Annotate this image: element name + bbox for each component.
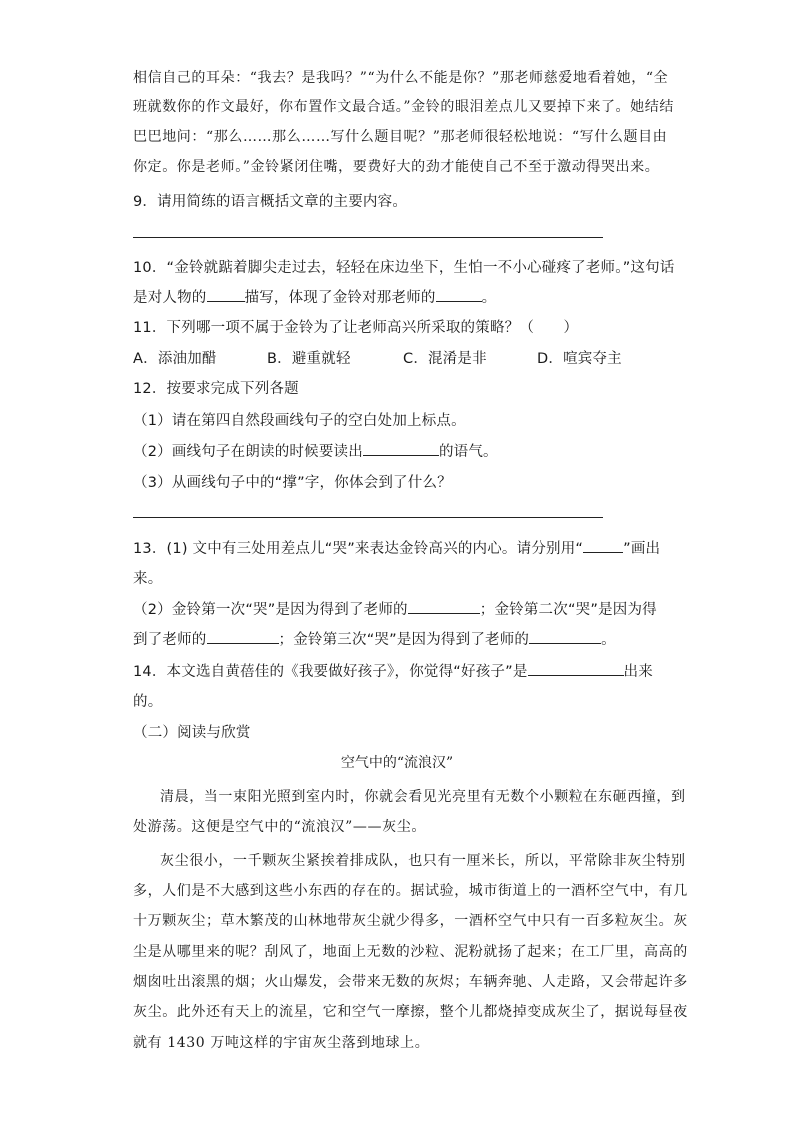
question-14-line2: 的。 — [133, 694, 163, 710]
section-heading: （二）阅读与欣赏 — [133, 725, 251, 741]
q13-text-a: 13．(1) 文中有三处用差点儿“哭”来表达金铃高兴的内心。请分别用“ — [133, 541, 584, 557]
question-11: 11．下列哪一项不属于金铃为了让老师高兴所采取的策略？（ ） — [133, 320, 579, 336]
q10-text-c: 。 — [481, 290, 497, 306]
passage-line: 灰尘很小，一千颗灰尘紧挨着排成队，也只有一厘米长，所以，平常除非灰尘特别 — [160, 853, 686, 869]
q12-sub1: （1）请在第四自然段画线句子的空白处加上标点。 — [133, 413, 466, 429]
q12-sub2-text-a: （2）画线句子在朗读的时候要读出 — [133, 444, 363, 460]
q11-option-c[interactable]: C．混淆是非 — [403, 351, 487, 367]
q10-blank-2[interactable] — [436, 287, 482, 302]
q13-blank-2[interactable] — [207, 629, 279, 644]
question-10-line1: 10．“金铃就踮着脚尖走过去，轻轻在床边坐下，生怕一不小心碰疼了老师。”这句话 — [133, 260, 675, 276]
q13-text-b: ”画出 — [623, 541, 661, 557]
q14-text-b: 出来 — [623, 664, 653, 680]
answer-line-q9[interactable] — [133, 237, 603, 238]
story-line: 你定。你是老师。”金铃紧闭住嘴，要费好大的劲才能使自己不至于激动得哭出来。 — [133, 159, 660, 175]
q12-sub3: （3）从画线句子中的“撑”字，你体会到了什么？ — [133, 475, 452, 491]
question-12: 12．按要求完成下列各题 — [133, 381, 299, 397]
q13-text-e: 到了老师的 — [133, 632, 207, 648]
q14-text-a: 14．本文选自黄蓓佳的《我要做好孩子》，你觉得“好孩子”是 — [133, 664, 528, 680]
q11-option-a[interactable]: A．添油加醋 — [133, 351, 217, 367]
answer-line-q12[interactable] — [133, 517, 603, 518]
question-14-line1 — [133, 660, 653, 681]
q13-text-f: ；金铃第三次“哭”是因为得到了老师的 — [278, 632, 530, 648]
q12-sub2-blank[interactable] — [363, 441, 439, 456]
q14-blank[interactable] — [528, 661, 624, 676]
q11-option-d[interactable]: D．喧宾夺主 — [537, 351, 622, 367]
story-line: 相信自己的耳朵：“我去？是我吗？”“为什么不能是你？”那老师慈爱地看着她，“全 — [133, 70, 669, 86]
question-9: 9．请用简练的语言概括文章的主要内容。 — [133, 194, 408, 210]
story-line: 班就数你的作文最好，你布置作文最合适。”金铃的眼泪差点儿又要掉下来了。她结结 — [133, 99, 674, 115]
q13-text-c: （2）金铃第一次“哭”是因为得到了老师的 — [133, 602, 408, 618]
q13-blank-1[interactable] — [408, 599, 480, 614]
q13-blank-3[interactable] — [529, 629, 601, 644]
passage-line: 多，人们是不大感到这些小东西的存在的。据试验，城市街道上的一酒杯空气中，有几 — [133, 883, 688, 899]
passage-line: 清晨，当一束阳光照到室内时，你就会看见光亮里有无数个小颗粒在东砸西撞，到 — [160, 789, 686, 805]
q13-text-d: ；金铃第二次“哭”是因为得 — [479, 602, 657, 618]
q13-mark-blank[interactable] — [583, 538, 623, 553]
q10-blank-1[interactable] — [207, 287, 245, 302]
q12-sub2 — [133, 440, 498, 461]
question-13-line1 — [133, 537, 660, 558]
passage-line: 烟囱吐出滚黑的烟；火山爆发，会带来无数的灰烬；车辆奔驰、人走路，又会带起许多 — [133, 974, 688, 990]
passage-line: 十万颗灰尘；草木繁茂的山林地带灰尘就少得多，一酒杯空气中只有一百多粒灰尘。灰 — [133, 913, 688, 929]
passage-line: 灰尘。此外还有天上的流星，它和空气一摩擦，整个儿都烧掉变成灰尘了，据说每昼夜 — [133, 1004, 688, 1020]
q11-option-b[interactable]: B．避重就轻 — [267, 351, 351, 367]
question-13-line3 — [133, 598, 657, 619]
story-line: 巴巴地问：“那么……那么……写什么题目呢？”那老师很轻松地说：“写什么题目由 — [133, 129, 668, 145]
question-13-line4 — [133, 628, 616, 649]
q10-text-a: 是对人物的 — [133, 290, 207, 306]
passage-line: 处游荡。这便是空气中的“流浪汉”——灰尘。 — [133, 819, 426, 835]
q13-text-g: 。 — [601, 632, 616, 648]
passage-title: 空气中的“流浪汉” — [340, 755, 454, 771]
passage-line: 就有 1430 万吨这样的宇宙灰尘落到地球上。 — [133, 1035, 430, 1051]
question-10-line2 — [133, 286, 496, 307]
passage-line: 尘是从哪里来的呢？刮风了，地面上无数的沙粒、泥粉就扬了起来；在工厂里，高高的 — [133, 944, 688, 960]
q12-sub2-text-b: 的语气。 — [438, 444, 498, 460]
q10-text-b: 描写，体现了金铃对那老师的 — [244, 290, 436, 306]
question-13-line2: 来。 — [133, 571, 163, 587]
